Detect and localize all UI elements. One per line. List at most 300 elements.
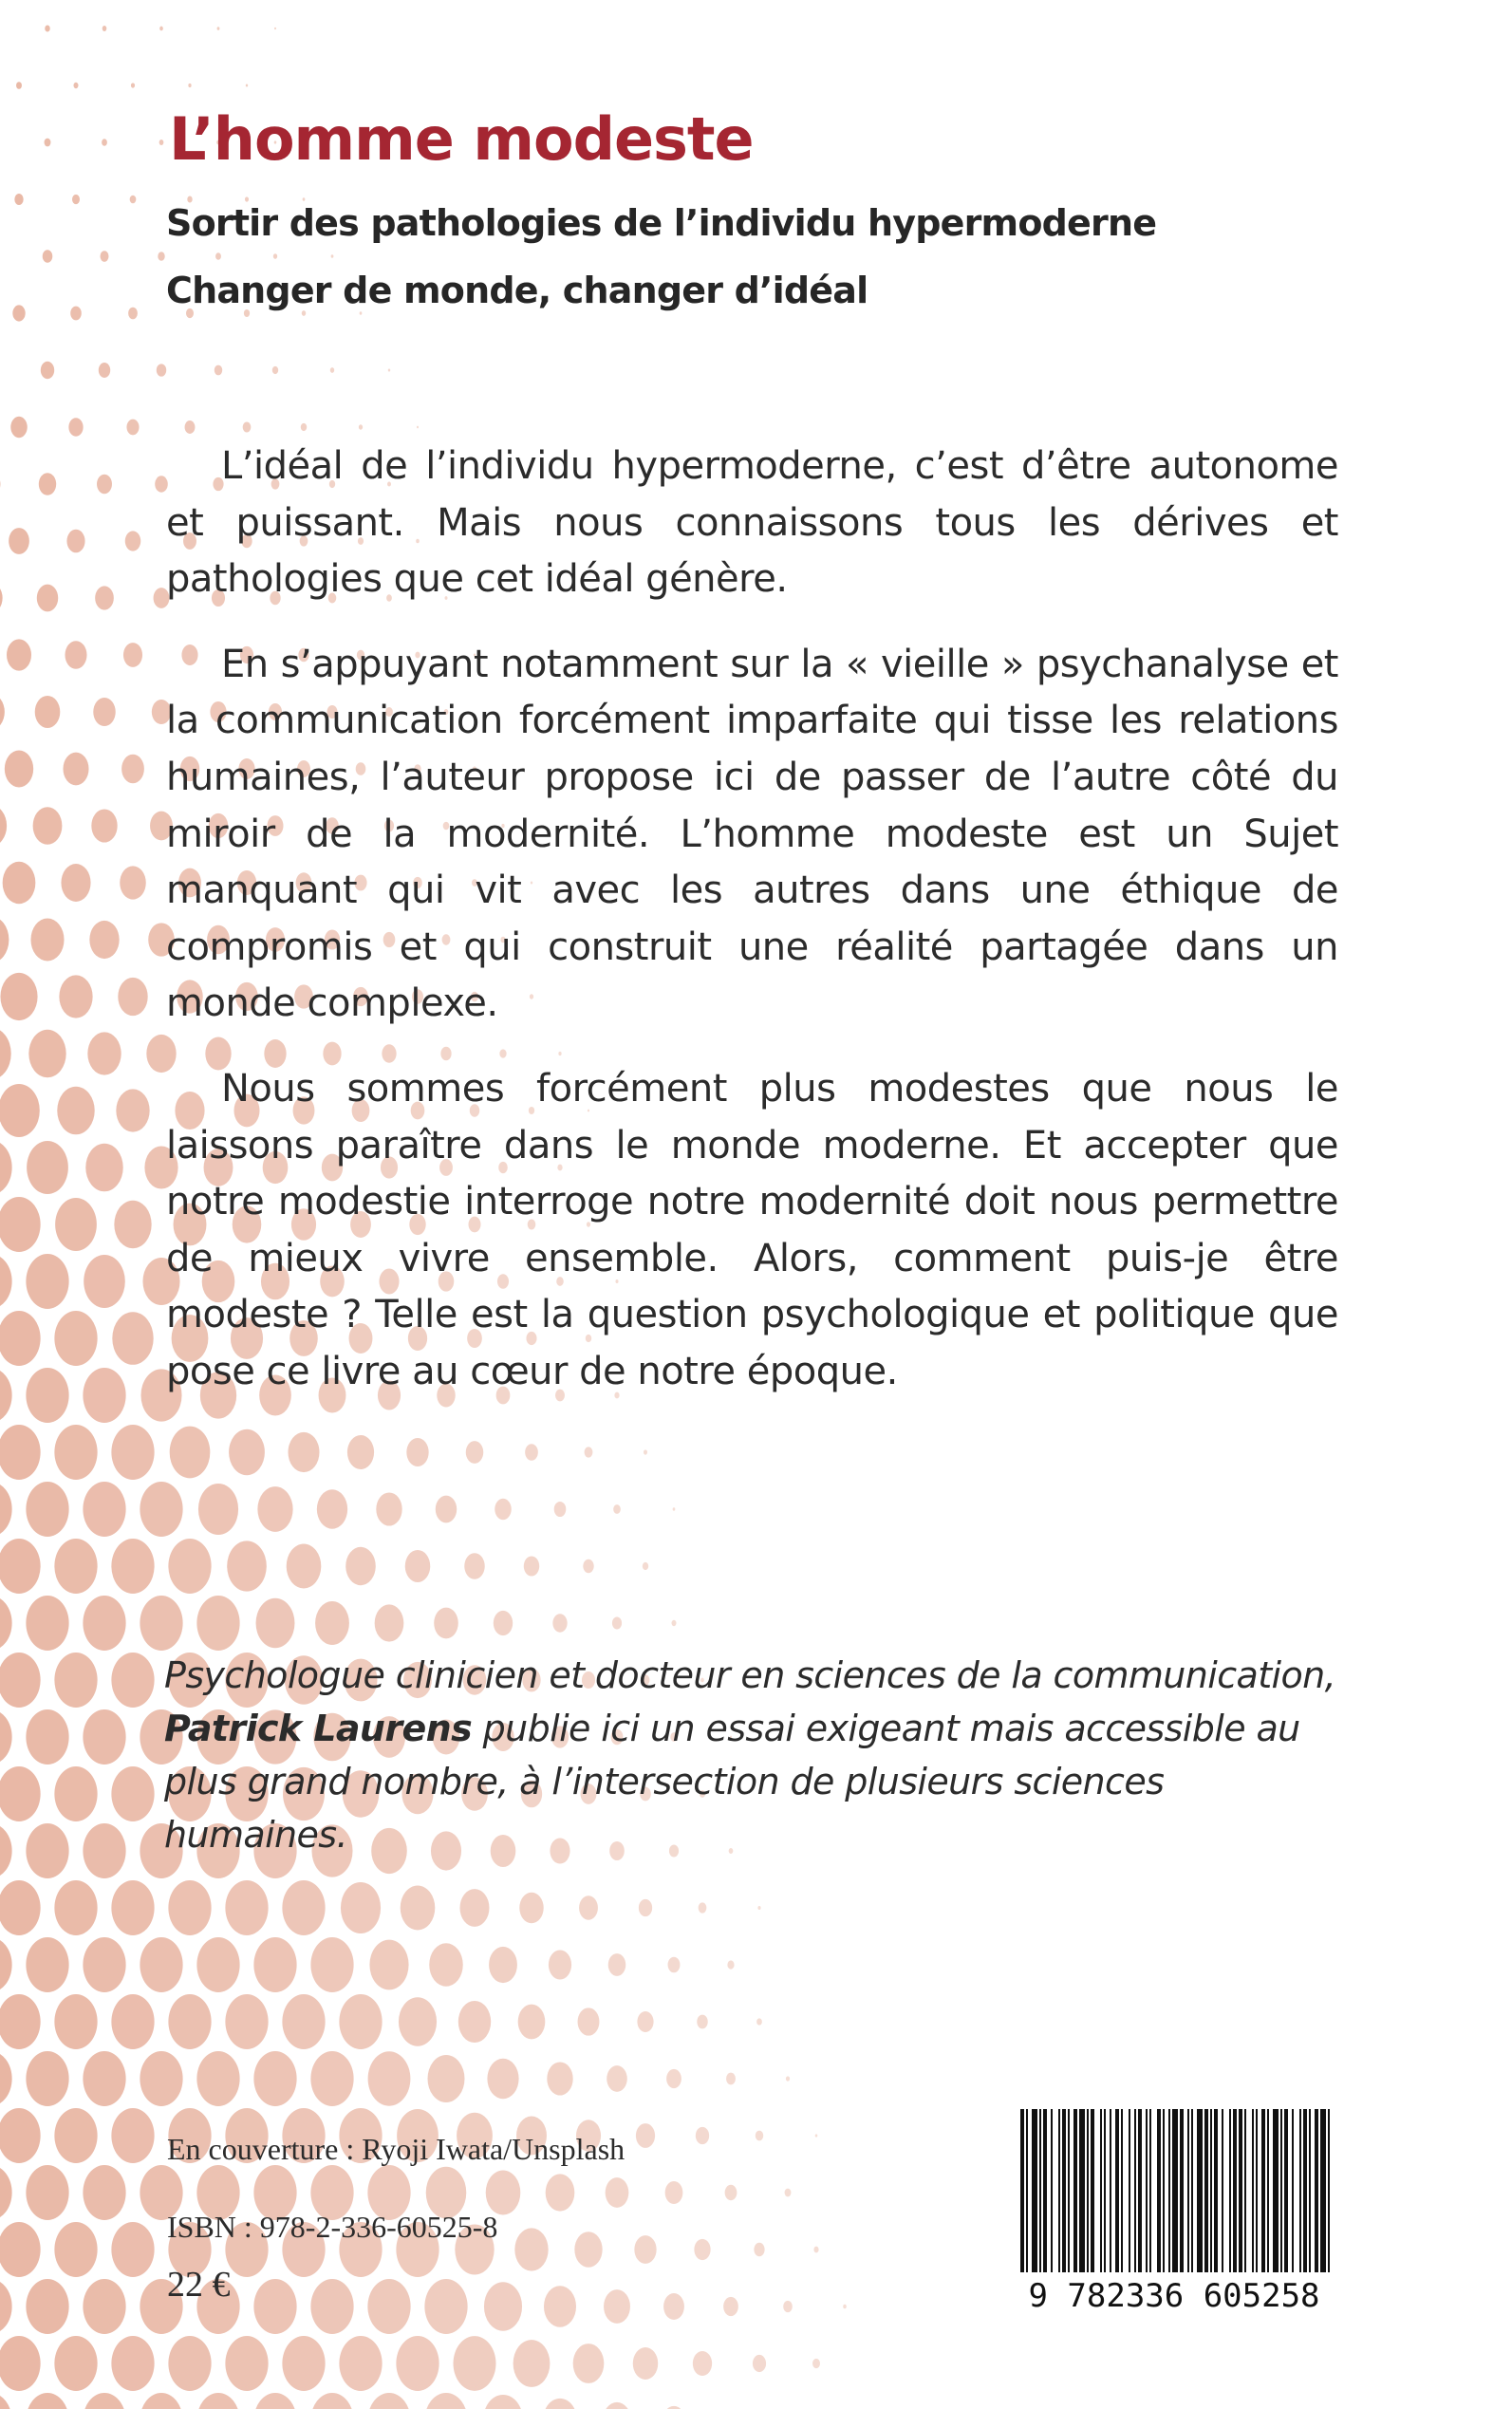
decorative-dot [83,2393,125,2409]
decorative-dot [256,1598,295,1648]
decorative-dot [73,83,78,88]
decorative-dot [26,1937,68,1992]
decorative-dot [54,1994,97,2049]
decorative-dot [26,2279,68,2334]
decorative-dot [26,1368,68,1423]
barcode-bar [1214,2109,1218,2272]
decorative-dot [111,2222,154,2277]
decorative-dot [429,1943,463,1987]
decorative-dot [101,251,109,262]
decorative-dot [3,862,36,905]
decorative-dot [0,1140,12,1195]
decorative-dot [347,1435,374,1469]
decorative-dot [14,194,23,205]
decorative-dot [367,2393,410,2409]
barcode-bar [1051,2109,1053,2272]
decorative-dot [83,2165,125,2220]
decorative-dot [376,1492,401,1525]
decorative-dot [812,2359,820,2368]
barcode-bar [1087,2109,1089,2272]
decorative-dot [303,197,306,201]
decorative-dot [111,2336,154,2391]
decorative-dot [118,978,147,1016]
barcode-bar [1091,2109,1094,2272]
decorative-dot [83,1709,125,1765]
decorative-dot [9,528,29,554]
barcode-bar [1239,2109,1242,2272]
decorative-dot [168,1539,211,1594]
decorative-dot [55,1198,97,1251]
decorative-dot [345,1547,376,1585]
decorative-dot [330,367,334,373]
decorative-dot [225,1880,268,1935]
decorative-dot [120,866,146,899]
decorative-dot [0,1368,12,1423]
decorative-dot [554,1502,567,1517]
decorative-dot [0,1823,12,1878]
decorative-dot [339,1994,382,2049]
decorative-dot [10,417,27,438]
decorative-dot [111,1425,154,1480]
decorative-dot [552,1614,567,1633]
decorative-dot [396,2336,439,2391]
decorative-dot [288,1432,319,1472]
book-title: L’homme modeste [169,104,754,174]
decorative-dot [464,1553,484,1579]
barcode-bar [1233,2109,1237,2272]
decorative-dot [272,366,278,374]
decorative-dot [54,1311,97,1366]
decorative-dot [725,2185,737,2200]
decorative-dot [0,583,3,613]
barcode-bar [1168,2109,1170,2272]
decorative-dot [95,586,114,609]
decorative-dot [514,2228,548,2270]
decorative-dot [54,1880,97,1935]
decorative-dot [339,2336,382,2391]
decorative-dot [495,1499,512,1520]
decorative-dot [754,2243,764,2256]
decorative-dot [375,1604,404,1641]
decorative-dot [253,1937,296,1992]
decorative-dot [116,1089,149,1131]
barcode-bar [1284,2109,1288,2272]
decorative-dot [246,84,248,86]
decorative-dot [12,305,25,321]
decorative-dot [0,2051,12,2106]
decorative-dot [27,1141,68,1194]
decorative-dot [0,1311,41,1366]
decorative-dot [140,1937,182,1992]
decorative-dot [813,2247,818,2253]
barcode-bar [1222,2109,1223,2272]
decorative-dot [89,921,119,959]
decorative-dot [310,2393,353,2409]
decorative-dot [401,1886,436,1931]
decorative-dot [111,1880,154,1935]
decorative-dot [273,253,277,259]
barcode-bar [1073,2109,1077,2272]
decorative-dot [217,27,220,30]
decorative-dot [643,1562,648,1570]
decorative-dot [215,365,222,376]
decorative-dot [0,2222,41,2277]
decorative-dot [111,1539,154,1594]
decorative-dot [310,2279,353,2334]
decorative-dot [549,1950,571,1979]
decorative-dot [225,1994,268,2049]
decorative-dot [114,1201,151,1248]
decorative-dot [341,1882,381,1933]
decorative-dot [102,139,107,145]
blurb-paragraph: Nous sommes forcément plus modestes que nous le laissons paraître dans le monde moderne. Et accepter que notre modestie interroge notre modernité doit nous permettre de mieux vivre ensemble. Alors, comment puis-je être modeste ? Telle est la question psychologique et politique que pose ce livre au cœur de notre époque. [166,1066,1338,1393]
decorative-dot [665,2181,683,2204]
decorative-dot [483,2395,523,2409]
decorative-dot [26,2051,68,2106]
decorative-dot [518,2005,546,2040]
decorative-dot [644,1449,647,1454]
barcode-bar [1320,2109,1326,2272]
decorative-dot [608,1953,626,1976]
blurb-paragraph: L’idéal de l’individu hypermoderne, c’est d’être autonome et puissant. Mais nous connaissons tous les dérives et pathologies que cet idéal génère. [166,444,1338,602]
decorative-dot [302,310,306,316]
decorative-dot [310,2051,353,2106]
decorative-dot [158,252,164,261]
decorative-dot [125,531,141,551]
decorative-dot [85,1144,122,1192]
barcode-bar [1256,2109,1258,2272]
decorative-dot [91,809,117,842]
decorative-dot [26,1482,68,1537]
decorative-dot [317,1489,347,1528]
decorative-dot [367,2279,410,2334]
decorative-dot [671,1620,676,1626]
decorative-dot [466,1441,484,1464]
decorative-dot [0,916,9,963]
decorative-dot [436,1496,457,1523]
decorative-dot [0,2336,41,2391]
decorative-dot [140,2051,182,2106]
decorative-dot [99,363,110,378]
decorative-dot [634,2235,656,2264]
decorative-dot [666,2069,681,2088]
decorative-dot [65,641,86,669]
barcode-bar [1191,2109,1193,2272]
decorative-dot [157,364,166,376]
decorative-dot [111,1766,154,1821]
barcode-bar [1172,2109,1178,2272]
decorative-dot [0,2279,12,2334]
decorative-dot [83,1482,125,1537]
barcode-bar [1261,2109,1265,2272]
barcode-bar [1134,2109,1136,2272]
barcode-bar [1079,2109,1085,2272]
decorative-dot [57,1087,94,1135]
decorative-dot [460,1889,490,1927]
decorative-dot [33,807,63,844]
barcode-bar [1163,2109,1165,2272]
barcode-bar [1328,2109,1330,2272]
decorative-dot [613,1504,621,1514]
decorative-dot [170,1427,211,1479]
barcode-bar [1299,2109,1301,2272]
barcode-bar [1062,2109,1066,2272]
decorative-dot [673,1507,676,1510]
decorative-dot [578,2008,600,2035]
decorative-dot [253,2051,296,2106]
decorative-dot [229,1429,265,1476]
barcode-bar [1026,2109,1028,2272]
decorative-dot [140,1482,182,1537]
decorative-dot [543,2399,577,2409]
decorative-dot [16,82,22,89]
decorative-dot [368,2051,411,2105]
decorative-dot [282,2336,325,2391]
decorative-dot [786,2076,790,2081]
decorative-dot [524,1556,539,1576]
decorative-dot [83,1937,125,1992]
barcode-bar [1043,2109,1047,2272]
barcode-bar [1104,2109,1106,2272]
decorative-dot [93,698,115,726]
barcode-bar [1180,2109,1184,2272]
barcode-bar [1020,2109,1024,2272]
decorative-dot [123,643,142,667]
decorative-dot [604,2289,630,2324]
decorative-dot [487,2059,518,2100]
decorative-dot [188,84,191,87]
decorative-dot [140,2393,182,2409]
barcode-bar [1149,2109,1151,2272]
decorative-dot [26,2393,68,2409]
barcode-bar [1146,2109,1148,2272]
decorative-dot [54,1539,97,1594]
decorative-dot [388,368,390,371]
decorative-dot [0,2393,12,2409]
decorative-dot [636,2123,655,2148]
decorative-dot [525,1444,538,1461]
decorative-dot [310,1937,353,1992]
decorative-dot [196,2051,239,2106]
barcode-bar [1187,2109,1189,2272]
barcode-number: 9 782336 605258 [1028,2277,1320,2312]
decorative-dot [274,28,276,29]
barcode-bar [1058,2109,1060,2272]
decorative-dot [519,1893,543,1924]
decorative-dot [573,2344,605,2383]
decorative-dot [126,420,139,436]
decorative-dot [331,254,334,258]
decorative-dot [54,1653,97,1708]
barcode-bar [1303,2109,1307,2272]
barcode-bar [1157,2109,1161,2272]
decorative-dot [159,27,163,31]
decorative-dot [185,420,196,434]
price: 22 € [167,2265,231,2305]
decorative-dot [723,2297,738,2316]
decorative-dot [130,196,137,204]
barcode-bar [1252,2109,1254,2272]
decorative-dot [0,1482,12,1537]
decorative-dot [111,1653,154,1708]
decorative-dot [544,2286,576,2327]
barcode-bar [1115,2109,1119,2272]
barcode-bar [1210,2109,1212,2272]
barcode-bar [1138,2109,1142,2272]
decorative-dot [26,1709,68,1765]
decorative-dot [693,2351,712,2376]
decorative-dot [54,2108,97,2163]
decorative-dot [454,2336,496,2391]
decorative-dot [26,1823,68,1878]
decorative-dot [0,1709,12,1765]
decorative-dot [198,1484,238,1535]
decorative-dot [83,2051,125,2106]
decorative-dot [405,1550,430,1582]
subtitle-line-1: Sortir des pathologies de l’individu hypermoderne [166,202,1157,244]
decorative-dot [54,1425,97,1480]
decorative-dot [399,1997,437,2045]
decorative-dot [424,2279,467,2334]
decorative-dot [83,1823,125,1878]
decorative-dot [131,83,135,87]
decorative-dot [59,975,92,1018]
cover-credit: En couverture : Ryoji Iwata/Unsplash [167,2132,625,2166]
blurb-paragraph: En s’appuyant notamment sur la « vieille » psychanalyse et la communication forcément imparfaite qui tisse les relations humaines, l’auteur propose ici de passer de l’autre côté du miroir de la modernité. L’homme modeste est un Sujet manquant qui vit avec les autres dans une éthique de compromis et qui construit une réalité partagée dans un monde complexe. [166,642,1338,1026]
decorative-dot [66,530,84,553]
decorative-dot [7,639,31,670]
decorative-dot [406,1438,428,1466]
decorative-dot [583,1559,593,1574]
barcode-bar [1273,2109,1279,2272]
barcode-bar [1315,2109,1318,2272]
decorative-dot [694,2239,710,2260]
decorative-dot [0,1027,11,1080]
decorative-dot [574,2232,602,2268]
decorative-dot [111,2108,154,2163]
barcode-bar [1280,2109,1282,2272]
blurb [166,439,1338,1429]
decorative-dot [785,2189,792,2197]
decorative-dot [39,473,56,495]
decorative-dot [41,362,54,379]
decorative-dot [434,1608,458,1639]
decorative-dot [494,1611,513,1635]
decorative-dot [815,2134,818,2137]
decorative-dot [360,311,363,314]
decorative-dot [28,1030,65,1077]
decorative-dot [253,2279,296,2334]
decorative-dot [727,1960,734,1969]
barcode-bar [1100,2109,1102,2272]
decorative-dot [168,2336,211,2391]
barcode-bar [1039,2109,1041,2272]
decorative-dot [257,1486,292,1532]
decorative-dot [0,2108,41,2163]
decorative-dot [61,864,90,902]
barcode-bar [1032,2109,1037,2272]
author-name: Patrick Laurens [164,1708,473,1749]
decorative-dot [0,1596,12,1651]
decorative-dot [26,1596,68,1651]
decorative-dot [0,1880,41,1935]
decorative-dot [843,2305,847,2309]
decorative-dot [0,1994,41,2049]
decorative-dot [243,421,252,432]
decorative-dot [68,418,83,437]
decorative-dot [35,696,61,728]
decorative-dot [579,1895,598,1919]
decorative-dot [72,195,80,204]
decorative-dot [513,2340,551,2387]
decorative-dot [5,751,33,788]
decorative-dot [359,424,363,429]
decorative-dot [282,1994,325,2049]
decorative-dot [253,2393,296,2409]
decorative-dot [547,2062,572,2095]
decorative-dot [103,26,107,31]
decorative-dot [489,1947,517,1983]
decorative-dot [63,753,88,786]
decorative-dot [70,307,82,321]
decorative-dot [585,1447,593,1457]
barcode-bar [1267,2109,1269,2272]
decorative-dot [168,1880,211,1935]
decorative-dot [0,1425,41,1480]
decorative-dot [301,423,307,431]
decorative-dot [43,250,53,263]
decorative-dot [0,1539,41,1594]
decorative-dot [756,2018,762,2025]
author-bio [164,1649,1341,1861]
decorative-dot [0,1766,41,1821]
decorative-dot [0,805,7,847]
decorative-dot [215,252,221,260]
decorative-dot [87,1032,121,1074]
decorative-dot [121,755,144,783]
decorative-dot [45,139,51,147]
decorative-dot [112,1312,153,1365]
decorative-dot [612,1616,622,1629]
barcode-bar [1129,2109,1130,2272]
barcode-bar [1309,2109,1311,2272]
decorative-dot [83,2279,125,2334]
barcode [1011,2109,1338,2312]
decorative-dot [128,308,138,320]
decorative-dot [196,1596,239,1651]
isbn: ISBN : 978-2-336-60525-8 [167,2210,498,2244]
decorative-dot [168,1994,211,2049]
decorative-dot [0,1084,40,1137]
decorative-dot [668,1957,681,1973]
decorative-dot [282,1880,325,1935]
decorative-dot [0,1254,12,1309]
decorative-dot [315,1601,349,1645]
barcode-bar [1110,2109,1111,2272]
barcode-bar [1197,2109,1203,2272]
decorative-dot [245,196,249,201]
decorative-dot [0,1937,12,1992]
decorative-dot [756,2131,763,2141]
decorative-dot [26,2165,68,2220]
decorative-dot [97,475,112,494]
decorative-dot [45,25,49,31]
barcode-bar [1244,2109,1246,2272]
decorative-dot [639,1899,652,1916]
decorative-dot [84,1255,125,1308]
decorative-dot [140,1596,182,1651]
barcode-bar [1204,2109,1208,2272]
